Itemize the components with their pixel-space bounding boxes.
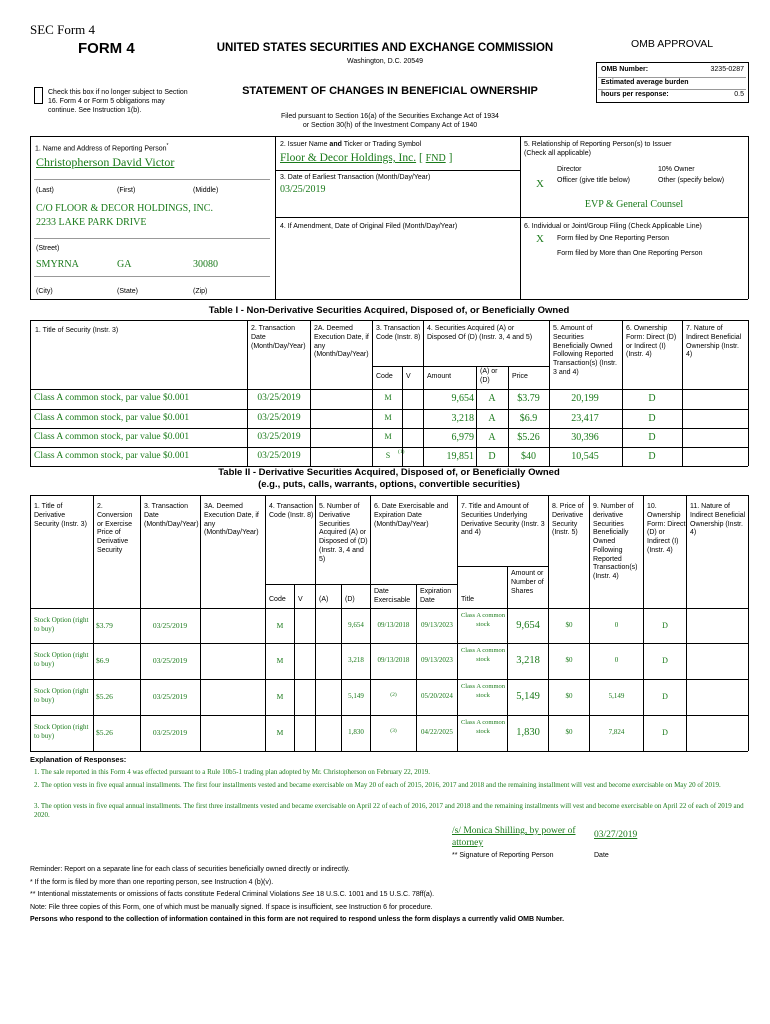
transaction-date: 03/25/2019 bbox=[152, 728, 188, 737]
amendment-label: 4. If Amendment, Date of Original Filed (Month/Day/Year) bbox=[280, 223, 458, 230]
address-line-1: C/O FLOOR & DECOR HOLDINGS, INC. bbox=[36, 203, 213, 214]
acquired-or-disposed: D bbox=[488, 451, 496, 462]
t2-sub-title: Title bbox=[461, 596, 474, 603]
t1-header-code: 3. Transaction Code (Instr. 8) bbox=[376, 325, 421, 341]
filing-one-label: Form filed by One Reporting Person bbox=[557, 235, 670, 242]
derivative-price: $0 bbox=[565, 728, 573, 736]
footer-reminder: Reminder: Report on a separate line for each class of securities beneficially owned directly or indirectly. bbox=[30, 866, 350, 873]
price: $40 bbox=[521, 451, 536, 462]
t1-header-date: 2. Transaction Date (Month/Day/Year) bbox=[251, 325, 306, 350]
derivative-title: Stock Option (right to buy) bbox=[34, 723, 89, 740]
transaction-code: M bbox=[384, 393, 392, 402]
first-label: (First) bbox=[117, 187, 136, 194]
t1-sub-code: Code bbox=[376, 373, 393, 380]
acquired-amount: 3,218 bbox=[451, 413, 474, 424]
t1-sub-v: V bbox=[406, 373, 411, 380]
amount-owned: 23,417 bbox=[571, 413, 599, 424]
transaction-date: 03/25/2019 bbox=[152, 621, 188, 630]
ownership-form: D bbox=[662, 621, 668, 630]
footnote-ref: (1) bbox=[398, 449, 405, 455]
transaction-code: M bbox=[276, 621, 284, 630]
t1-header-owned: 5. Amount of Securities Beneficially Owned Following Reported Transaction(s) (Instr. 3 and 4) bbox=[553, 325, 617, 376]
omb-burden-label: Estimated average burden bbox=[601, 79, 689, 86]
earliest-date-label: 3. Date of Earliest Transaction (Month/Day/Year) bbox=[280, 174, 431, 181]
transaction-code: M bbox=[276, 728, 284, 737]
agency-location: Washington, D.C. 20549 bbox=[346, 58, 423, 65]
footer-file-note: Note: File three copies of this Form, one of which must be manually signed. If space is insufficient, see Instruction 6 for procedure. bbox=[30, 904, 433, 911]
issuer-name-ticker: Floor & Decor Holdings, Inc. [ FND ] bbox=[280, 152, 453, 164]
transaction-code: M bbox=[276, 692, 284, 701]
section16-text: Check this box if no longer subject to Section 16. Form 4 or Form 5 obligations may continue. See Instruction 1(b). bbox=[48, 89, 188, 114]
ten-pct-owner-label: 10% Owner bbox=[658, 166, 695, 173]
t2-header-underlying: 7. Title and Amount of Securities Underlying Derivative Security (Instr. 3 and 4) bbox=[461, 503, 545, 537]
filing-more-label: Form filed by More than One Reporting Person bbox=[557, 250, 703, 257]
filed-pursuant-2: or Section 30(h) of the Investment Company Act of 1940 bbox=[302, 122, 478, 129]
officer-mark: X bbox=[536, 178, 544, 190]
date-exercisable: (3) bbox=[390, 728, 397, 734]
acquired-or-disposed: A bbox=[488, 393, 496, 404]
date-exercisable: 09/13/2018 bbox=[377, 621, 410, 629]
city-label: (City) bbox=[36, 288, 53, 295]
t2-header-owned: 9. Number of derivative Securities Beneficially Owned Following Reported Transaction(s) (Instr. 4) bbox=[593, 503, 638, 580]
acquired-amount: 9,654 bbox=[451, 393, 474, 404]
omb-number-value: 3235-0287 bbox=[710, 66, 744, 73]
t1-sub-amount: Amount bbox=[427, 373, 452, 380]
date-exercisable: 09/13/2018 bbox=[377, 656, 410, 664]
filing-label: 6. Individual or Joint/Group Filing (Check Applicable Line) bbox=[524, 223, 702, 230]
derivative-price: $0 bbox=[565, 621, 573, 629]
t1-sub-ad: (A) or (D) bbox=[480, 368, 498, 384]
amount-owned: 10,545 bbox=[571, 451, 599, 462]
acquired-or-disposed: A bbox=[488, 432, 496, 443]
relationship-label: 5. Relationship of Reporting Person(s) to Issuer bbox=[524, 141, 672, 148]
security-title: Class A common stock, par value $0.001 bbox=[34, 393, 190, 403]
transaction-code: S bbox=[385, 451, 391, 460]
t1-sub-price: Price bbox=[512, 373, 528, 380]
t2-sub-exercisable: Date Exercisable bbox=[374, 588, 411, 604]
filed-pursuant-1: Filed pursuant to Section 16(a) of the Securities Exchange Act of 1934 bbox=[281, 113, 499, 120]
conversion-price: $6.9 bbox=[96, 656, 110, 665]
disposed-number: 5,149 bbox=[348, 692, 364, 700]
zip-label: (Zip) bbox=[193, 288, 208, 295]
acquired-or-disposed: A bbox=[488, 413, 496, 424]
security-title: Class A common stock, par value $0.001 bbox=[34, 432, 190, 442]
t2-header-nature: 11. Nature of Indirect Beneficial Ownership (Instr. 4) bbox=[690, 503, 746, 537]
derivative-owned: 0 bbox=[614, 621, 619, 629]
underlying-amount: 5,149 bbox=[516, 691, 540, 702]
underlying-title: Class A common stock bbox=[460, 647, 506, 663]
address-line-2: 2233 LAKE PARK DRIVE bbox=[36, 217, 147, 228]
t1-header-form: 6. Ownership Form: Direct (D) or Indirect (I) (Instr. 4) bbox=[626, 325, 677, 359]
transaction-code: M bbox=[384, 432, 392, 441]
transaction-date: 03/25/2019 bbox=[257, 451, 301, 461]
conversion-price: $3.79 bbox=[96, 621, 113, 630]
ownership-form: D bbox=[662, 728, 668, 737]
underlying-title: Class A common stock bbox=[460, 612, 506, 628]
issuer-label: 2. Issuer Name and Ticker or Trading Symbol bbox=[280, 141, 422, 148]
ownership-form: D bbox=[648, 413, 656, 424]
officer-label: Officer (give title below) bbox=[557, 177, 631, 184]
state-value: GA bbox=[117, 259, 132, 270]
issuer-ticker: FND bbox=[425, 153, 446, 164]
disposed-number: 1,830 bbox=[348, 728, 364, 736]
amount-owned: 20,199 bbox=[571, 393, 599, 404]
issuer-name: Floor & Decor Holdings, Inc. bbox=[280, 152, 417, 164]
ownership-form: D bbox=[662, 692, 668, 701]
underlying-amount: 1,830 bbox=[516, 727, 540, 738]
omb-number-label: OMB Number: bbox=[601, 66, 649, 73]
t1-header-nature: 7. Nature of Indirect Beneficial Ownership (Instr. 4) bbox=[686, 325, 742, 359]
derivative-title: Stock Option (right to buy) bbox=[34, 651, 89, 668]
ownership-form: D bbox=[648, 451, 656, 462]
table2-title: Table II - Derivative Securities Acquired, Disposed of, or Beneficially Owned (e.g., puts, calls, warrants, options, convertible securities) bbox=[218, 467, 560, 490]
t2-header-deemed: 3A. Deemed Execution Date, if any (Month/Day/Year) bbox=[204, 503, 259, 537]
middle-label: (Middle) bbox=[193, 187, 219, 194]
filing-mark: X bbox=[536, 233, 544, 245]
disposed-number: 9,654 bbox=[348, 621, 364, 629]
t1-header-title: 1. Title of Security (Instr. 3) bbox=[35, 327, 119, 334]
footer-persons: Persons who respond to the collection of information contained in this form are not required to respond unless the form displays a currently valid OMB Number. bbox=[30, 916, 565, 923]
director-label: Director bbox=[557, 166, 582, 173]
form-title: FORM 4 bbox=[78, 40, 135, 57]
derivative-owned: 5,149 bbox=[608, 692, 625, 700]
signature-name: /s/ Monica Shilling, by power of attorney bbox=[452, 826, 576, 848]
page-label: SEC Form 4 bbox=[30, 22, 96, 37]
t2-header-dates: 6. Date Exercisable and Expiration Date (Month/Day/Year) bbox=[374, 503, 449, 528]
zip-value: 30080 bbox=[193, 259, 218, 270]
expiration-date: 04/22/2025 bbox=[421, 728, 453, 736]
underlying-amount: 9,654 bbox=[516, 620, 540, 631]
transaction-code: M bbox=[384, 413, 392, 422]
t2-header-price: 2. Conversion or Exercise Price of Derivative Security bbox=[97, 503, 133, 554]
acquired-amount: 6,979 bbox=[451, 432, 474, 443]
omb-title: OMB APPROVAL bbox=[630, 38, 714, 50]
security-title: Class A common stock, par value $0.001 bbox=[34, 451, 190, 461]
t1-header-acquired: 4. Securities Acquired (A) or Disposed Of (D) (Instr. 3, 4 and 5) bbox=[427, 325, 533, 341]
derivative-price: $0 bbox=[565, 692, 573, 700]
expiration-date: 09/13/2023 bbox=[421, 656, 453, 664]
ownership-form: D bbox=[648, 432, 656, 443]
transaction-date: 03/25/2019 bbox=[257, 393, 301, 403]
omb-hours-label: hours per response: bbox=[601, 91, 669, 98]
omb-hours-value: 0.5 bbox=[734, 91, 744, 98]
t2-sub-a: (A) bbox=[319, 596, 329, 603]
table1-title: Table I - Non-Derivative Securities Acquired, Disposed of, or Beneficially Owned bbox=[208, 305, 570, 316]
date-exercisable: (2) bbox=[390, 692, 397, 698]
acquired-amount: 19,851 bbox=[446, 451, 474, 462]
t2-header-number: 5. Number of Derivative Securities Acquired (A) or Disposed of (D) (Instr. 3, 4 and 5) bbox=[319, 503, 368, 563]
agency-name: UNITED STATES SECURITIES AND EXCHANGE COMMISSION bbox=[216, 42, 554, 54]
amount-owned: 30,396 bbox=[571, 432, 599, 443]
explanation-note-1: 1. The sale reported in this Form 4 was effected pursuant to a Rule 10b5-1 trading plan adopted by Mr. Christopherson on February 22, 2019. bbox=[34, 768, 430, 776]
t2-sub-d: (D) bbox=[345, 596, 355, 603]
explanation-note-3: 3. The option vests in five equal annual installments. The first three installments vested and became exercisable on April 22 of each of 2016, 2017 and 2018 and the remaining installments will vest and become exercisable on April 22 of each of 2019 and 2020. bbox=[34, 802, 744, 820]
signature-label: ** Signature of Reporting Person bbox=[452, 852, 554, 859]
transaction-date: 03/25/2019 bbox=[152, 656, 188, 665]
disposed-number: 3,218 bbox=[348, 656, 364, 664]
state-label: (State) bbox=[117, 288, 139, 295]
t2-sub-expiration: Expiration Date bbox=[420, 588, 452, 604]
transaction-date: 03/25/2019 bbox=[152, 692, 188, 701]
derivative-owned: 7,824 bbox=[608, 728, 625, 736]
t2-header-code: 4. Transaction Code (Instr. 8) bbox=[269, 503, 314, 519]
underlying-title: Class A common stock bbox=[460, 683, 506, 699]
officer-title: EVP & General Counsel bbox=[584, 199, 684, 210]
price: $5.26 bbox=[517, 432, 540, 443]
statement-title: STATEMENT OF CHANGES IN BENEFICIAL OWNERSHIP bbox=[242, 85, 538, 97]
t2-sub-code: Code bbox=[269, 596, 286, 603]
underlying-title: Class A common stock bbox=[460, 719, 506, 735]
derivative-owned: 0 bbox=[614, 656, 619, 664]
expiration-date: 09/13/2023 bbox=[421, 621, 453, 629]
city-value: SMYRNA bbox=[36, 259, 79, 270]
derivative-price: $0 bbox=[565, 656, 573, 664]
t2-header-form: 10. Ownership Form: Direct (D) or Indirect (I) (Instr. 4) bbox=[647, 503, 686, 554]
earliest-date-value: 03/25/2019 bbox=[280, 184, 326, 195]
relationship-sublabel: (Check all applicable) bbox=[524, 150, 591, 157]
t2-sub-amount: Amount or Number of Shares bbox=[511, 570, 544, 595]
last-label: (Last) bbox=[36, 187, 54, 194]
derivative-title: Stock Option (right to buy) bbox=[34, 687, 89, 704]
explanation-note-2: 2. The option vests in five equal annual installments. The first four installments vested and became exercisable on May 20 of each of 2015, 2016, 2017 and 2018 and the remaining installment will vest and become exercisable on May 20 of 2019. bbox=[34, 781, 721, 789]
other-label: Other (specify below) bbox=[658, 177, 725, 184]
t1-header-deemed: 2A. Deemed Execution Date, if any (Month/Day/Year) bbox=[314, 325, 369, 359]
t2-header-date: 3. Transaction Date (Month/Day/Year) bbox=[144, 503, 199, 528]
reporting-person-label: 1. Name and Address of Reporting Person* bbox=[35, 143, 169, 153]
t2-sub-v: V bbox=[298, 596, 303, 603]
transaction-date: 03/25/2019 bbox=[257, 432, 301, 442]
ownership-form: D bbox=[648, 393, 656, 404]
security-title: Class A common stock, par value $0.001 bbox=[34, 413, 190, 423]
footer-note-2: ** Intentional misstatements or omissions of facts constitute Federal Criminal Violations See 18 U.S.C. 1001 and 15 U.S.C. 78ff(a). bbox=[30, 891, 435, 898]
transaction-code: M bbox=[276, 656, 284, 665]
conversion-price: $5.26 bbox=[96, 728, 113, 737]
price: $3.79 bbox=[517, 393, 540, 404]
reporting-person-name: Christopherson David Victor bbox=[36, 155, 175, 169]
expiration-date: 05/20/2024 bbox=[421, 692, 453, 700]
conversion-price: $5.26 bbox=[96, 692, 113, 701]
ownership-form: D bbox=[662, 656, 668, 665]
explanation-title: Explanation of Responses: bbox=[30, 755, 127, 764]
price: $6.9 bbox=[519, 413, 538, 424]
underlying-amount: 3,218 bbox=[516, 655, 540, 666]
section16-checkbox[interactable] bbox=[34, 87, 43, 104]
signature-date-label: Date bbox=[594, 852, 609, 859]
transaction-date: 03/25/2019 bbox=[257, 413, 301, 423]
footer-note-1: * If the form is filed by more than one reporting person, see Instruction 4 (b)(v). bbox=[30, 879, 274, 886]
t2-header-deriv-price: 8. Price of Derivative Security (Instr. 5) bbox=[552, 503, 584, 537]
derivative-title: Stock Option (right to buy) bbox=[34, 616, 89, 633]
t2-header-title: 1. Title of Derivative Security (Instr. 3) bbox=[34, 503, 87, 528]
street-label: (Street) bbox=[36, 245, 60, 252]
signature-date: 03/27/2019 bbox=[594, 830, 638, 840]
